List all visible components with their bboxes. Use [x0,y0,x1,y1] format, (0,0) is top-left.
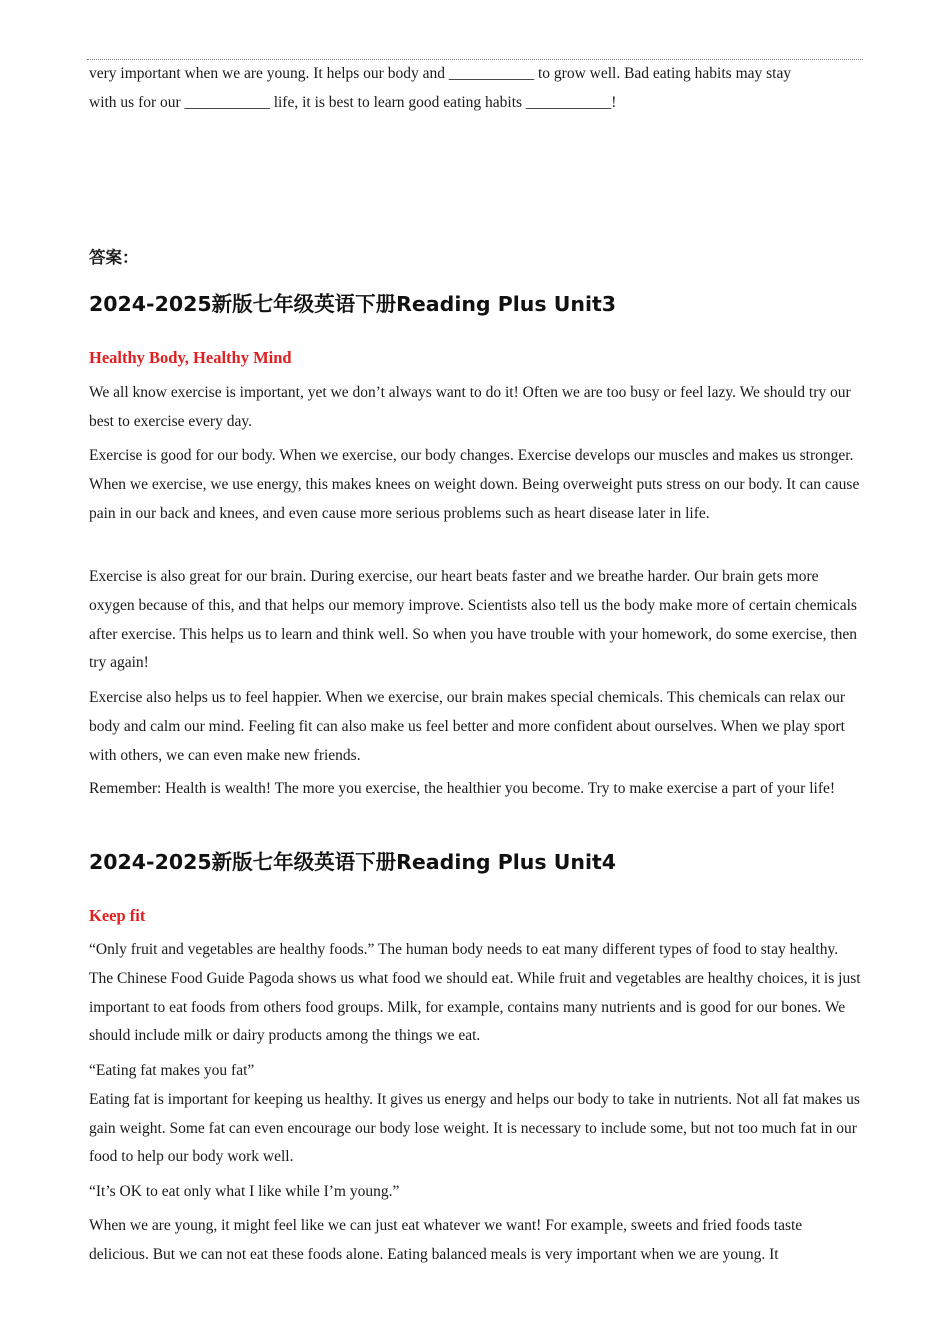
unit4-paragraph-1 [89,936,865,1051]
top-passage [89,60,865,118]
unit4-quote-2-text: “Eating fat makes you fat” [89,1062,255,1079]
unit4-paragraph-2-text: Eating fat is important for keeping us healthy. It gives us energy and helps our body to take in nutrients. Not all fat makes us gain weight. Some fat can even encourage our body lose weight. It is necessary to include some, but not too much fat in our food to help our body work well. [89,1090,860,1166]
unit4-paragraph-3-text: When we are young, it might feel like we can just eat whatever we want! For example, sweets and fried foods taste delicious. But we can not eat these foods alone. Eating balanced meals is very important when we are young. It [89,1217,803,1263]
unit3-paragraph-5-text: Remember: Health is wealth! The more you exercise, the healthier you become. Try to make exercise a part of your life! [89,780,836,797]
unit3-paragraph-3-text: Exercise is also great for our brain. During exercise, our heart beats faster and we breathe harder. Our brain gets more oxygen because of this, and that helps our memory improve. Scientists also tell us the body make more of certain chemicals after exercise. This helps us to learn and think well. So when you have trouble with your homework, do some exercise, then try again! [89,568,858,672]
unit3-paragraph-3 [89,563,865,678]
unit3-paragraph-2-text: Exercise is good for our body. When we exercise, our body changes. Exercise develops our muscles and makes us stronger. When we exercise, we use energy, this makes knees on weight down. Being overweight puts stress on our body. It can cause pain in our back and knees, and even cause more serious problems such as heart disease later in life. [89,447,860,522]
unit3-heading: 2024-2025新版七年级英语下册Reading Plus Unit3 [89,292,617,316]
answer-label: 答案： [89,248,139,267]
unit3-passage-title: Healthy Body, Healthy Mind [89,348,292,367]
unit4-paragraph-1-text: “Only fruit and vegetables are healthy foods.” The human body needs to eat many different types of food to stay healthy. The Chinese Food Guide Pagoda shows us what food we should eat. While fruit and vegetables are healthy choices, it is just important to eat foods from others food groups. Milk, for example, contains many nutrients and is good for our bones. We should include milk or dairy products among the things we eat. [89,941,861,1045]
top-passage-line-2: with us for our ___________ life, it is best to learn good eating habits ___________! [89,93,617,111]
unit3-paragraph-5 [89,775,865,804]
unit4-quote-3-text: “It’s OK to eat only what I like while I’m young.” [89,1183,400,1200]
unit3-paragraph-4 [89,684,865,770]
unit4-heading: 2024-2025新版七年级英语下册Reading Plus Unit4 [89,850,617,874]
unit4-quote-3 [89,1178,865,1207]
unit4-quote-2 [89,1057,865,1172]
unit3-paragraph-4-text: Exercise also helps us to feel happier. When we exercise, our brain makes special chemicals. This chemicals can relax our body and calm our mind. Feeling fit can also make us feel better and more confident about ourselves. When we play sport with others, we can even make new friends. [89,689,846,764]
unit3-paragraph-1-text: We all know exercise is important, yet we don’t always want to do it! Often we are too busy or feel lazy. We should try our best to exercise every day. [89,384,851,430]
top-passage-line-1: very important when we are young. It helps our body and ___________ to grow well. Bad eating habits may stay [89,65,792,82]
unit4-passage-title: Keep fit [89,906,146,925]
unit3-paragraph-2 [89,442,865,528]
unit4-paragraph-3 [89,1212,865,1270]
unit3-paragraph-1 [89,379,865,437]
